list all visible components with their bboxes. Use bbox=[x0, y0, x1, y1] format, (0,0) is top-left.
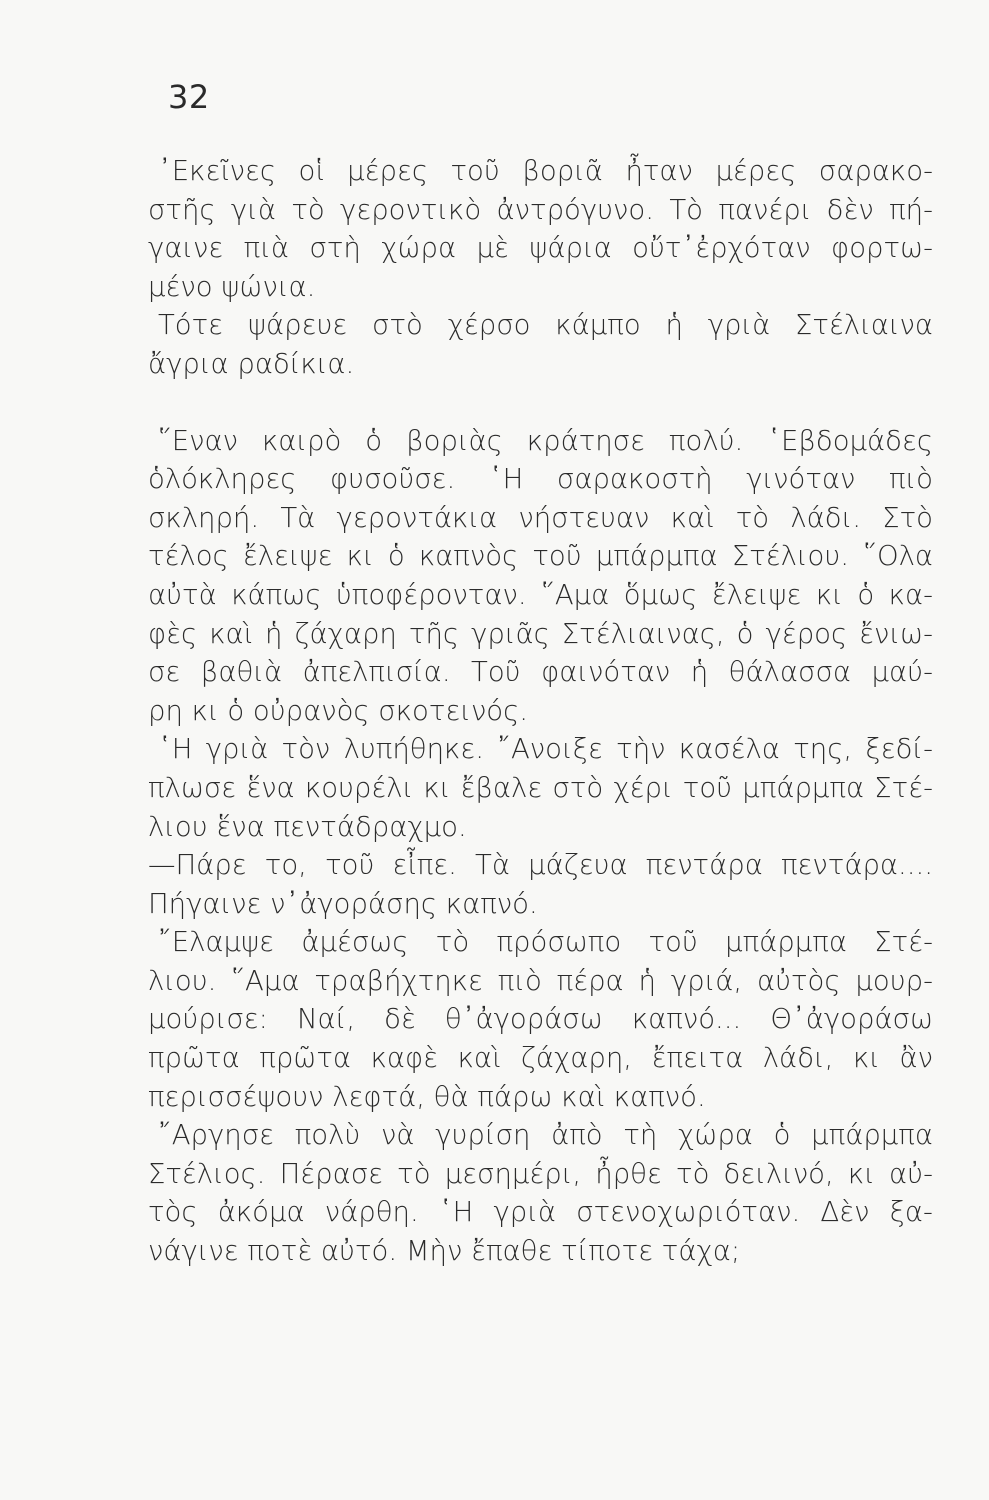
text-line: γαινε πιὰ στὴ χώρα μὲ ψάρια οὔτ᾿ἐρχόταν φορτω- bbox=[148, 232, 933, 265]
text-line: τὸς ἀκόμα νάρθη. ῾Η γριὰ στενοχωριόταν. Δὲν ξα- bbox=[148, 1196, 933, 1229]
text-line: ἄγρια ραδίκια. bbox=[148, 347, 355, 380]
text-line: λιου. ῞Αμα τραβήχτηκε πιὸ πέρα ἡ γριά, αὐτὸς μουρ- bbox=[148, 964, 933, 997]
text-line: πρῶτα πρῶτα καφὲ καὶ ζάχαρη, ἔπειτα λάδι, κι ἂν bbox=[148, 1042, 933, 1075]
text-line: Στέλιος. Πέρασε τὸ μεσημέρι, ἦρθε τὸ δειλινό, κι αὐ- bbox=[148, 1157, 933, 1190]
text-line: σκληρή. Τὰ γεροντάκια νήστευαν καὶ τὸ λάδι. Στὸ bbox=[148, 501, 933, 534]
text-line: πλωσε ἕνα κουρέλι κι ἔβαλε στὸ χέρι τοῦ μπάρμπα Στέ- bbox=[148, 771, 933, 804]
text-line: Πήγαινε ν᾿ἀγοράσης καπνό. bbox=[148, 887, 538, 920]
text-line: περισσέψουν λεφτά, θὰ πάρω καὶ καπνό. bbox=[148, 1080, 706, 1113]
paragraph-gap bbox=[148, 384, 933, 422]
text-line: ῎Αργησε πολὺ νὰ γυρίση ἀπὸ τὴ χώρα ὁ μπάρμπα bbox=[158, 1119, 933, 1152]
text-line: σε βαθιὰ ἀπελπισία. Τοῦ φαινόταν ἡ θάλασσα μαύ- bbox=[148, 656, 933, 689]
page-number: 32 bbox=[168, 78, 210, 116]
text-line: λιου ἕνα πεντάδραχμο. bbox=[148, 810, 467, 843]
text-line: μούρισε: Ναί, δὲ θ᾿ἀγοράσω καπνό... Θ᾿ἀγοράσω bbox=[148, 1003, 933, 1036]
text-line: στῆς γιὰ τὸ γεροντικὸ ἀντρόγυνο. Τὸ πανέρι δὲν πή- bbox=[148, 193, 933, 226]
text-line: ῞Εναν καιρὸ ὁ βοριὰς κράτησε πολύ. ῾Εβδομάδες bbox=[158, 424, 933, 457]
text-line: αὐτὰ κάπως ὑποφέρονταν. ῞Αμα ὅμως ἔλειψε κι ὁ κα- bbox=[148, 578, 933, 611]
body-text bbox=[148, 152, 933, 1271]
text-line: τέλος ἔλειψε κι ὁ καπνὸς τοῦ μπάρμπα Στέλιου. ῞Ολα bbox=[148, 540, 933, 573]
text-line: φὲς καὶ ἡ ζάχαρη τῆς γριᾶς Στέλιαινας, ὁ γέρος ἔνιω- bbox=[148, 617, 933, 650]
text-line: —Πάρε το, τοῦ εἶπε. Τὰ μάζευα πεντάρα πεντάρα.... bbox=[148, 849, 933, 882]
text-line: ὁλόκληρες φυσοῦσε. ῾Η σαρακοστὴ γινόταν πιὸ bbox=[148, 463, 933, 496]
text-line: ᾿Εκεῖνες οἱ μέρες τοῦ βοριᾶ ἦταν μέρες σαρακο- bbox=[158, 155, 933, 187]
text-line: νάγινε ποτὲ αὐτό. Μὴν ἔπαθε τίποτε τάχα; bbox=[148, 1235, 741, 1268]
text-line: Τότε ψάρευε στὸ χέρσο κάμπο ἡ γριὰ Στέλιαινα bbox=[158, 309, 933, 342]
text-line: ῎Ελαμψε ἀμέσως τὸ πρόσωπο τοῦ μπάρμπα Στέ- bbox=[158, 926, 933, 959]
text-line: ρη κι ὁ οὐρανὸς σκοτεινός. bbox=[148, 694, 529, 727]
text-line: μένο ψώνια. bbox=[148, 270, 316, 303]
text-line: ῾Η γριὰ τὸν λυπήθηκε. ῎Ανοιξε τὴν κασέλα της, ξεδί- bbox=[158, 733, 933, 766]
